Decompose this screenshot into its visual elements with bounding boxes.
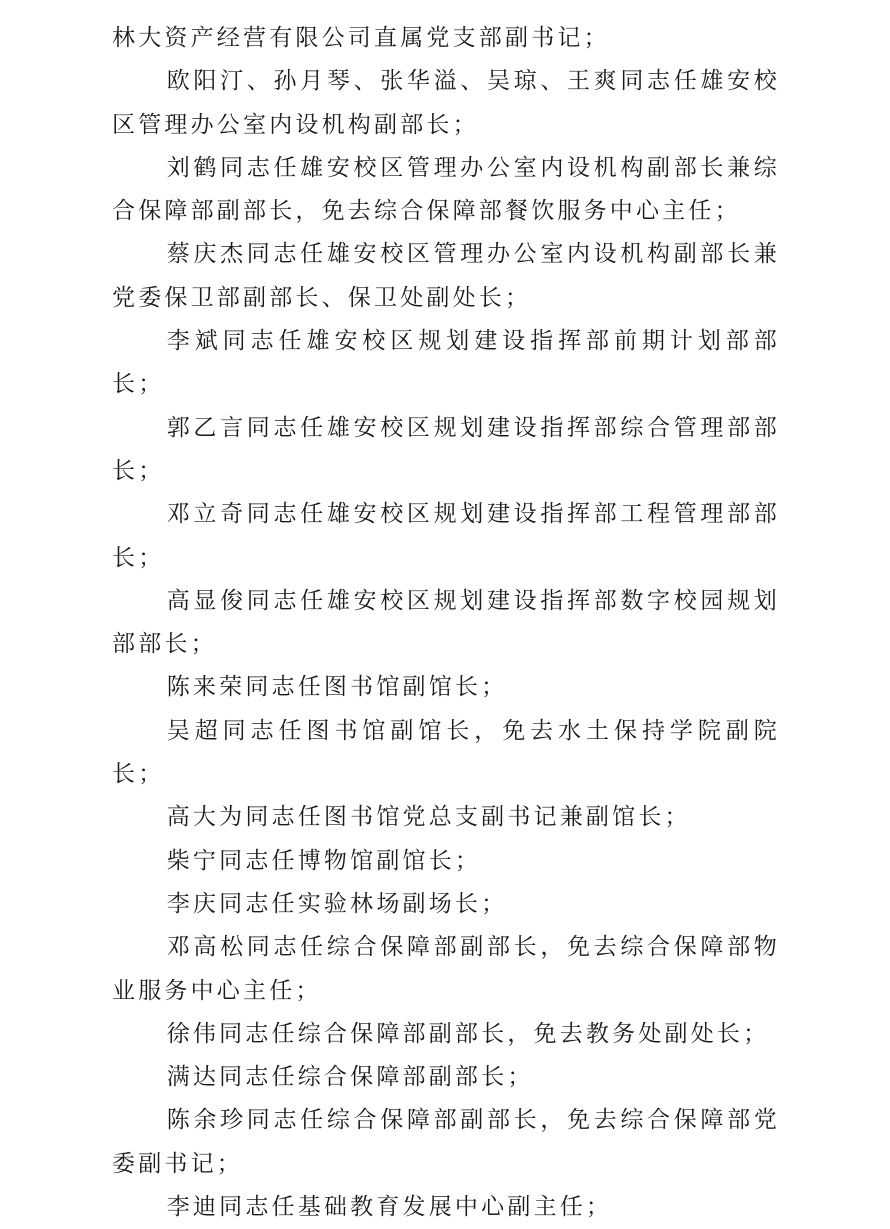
paragraph-appointment: 柴宁同志任博物馆副馆长； xyxy=(166,847,482,874)
paragraph-appointment: 刘鹤同志任雄安校区管理办公室内设机构副部长兼综合保障部副部长，免去综合保障部餐饮服务中心主任； xyxy=(112,154,780,225)
paragraph-appointment: 吴超同志任图书馆副馆长，免去水土保持学院副院长； xyxy=(112,717,780,788)
paragraph-appointment: 陈余珍同志任综合保障部副部长，免去综合保障部党委副书记； xyxy=(112,1107,780,1177)
paragraph-appointment: 满达同志任综合保障部副部长； xyxy=(166,1064,534,1091)
document-body xyxy=(112,17,780,1229)
paragraph-appointment: 徐伟同志任综合保障部副部长，免去教务处副处长； xyxy=(166,1020,770,1047)
paragraph-appointment: 邓高松同志任综合保障部副部长，免去综合保障部物业服务中心主任； xyxy=(112,934,780,1004)
paragraph-appointment: 李斌同志任雄安校区规划建设指挥部前期计划部部长； xyxy=(112,328,780,398)
paragraph-appointment: 郭乙言同志任雄安校区规划建设指挥部综合管理部部长； xyxy=(112,414,780,484)
paragraph-appointment: 陈来荣同志任图书馆副馆长； xyxy=(166,674,508,701)
paragraph-appointment: 高大为同志任图书馆党总支副书记兼副馆长； xyxy=(166,804,691,831)
paragraph-appointment: 欧阳汀、孙月琴、张华溢、吴琼、王爽同志任雄安校区管理办公室内设机构副部长； xyxy=(112,68,780,138)
paragraph-continuation: 林大资产经营有限公司直属党支部副书记； xyxy=(112,25,610,51)
paragraph-appointment: 高显俊同志任雄安校区规划建设指挥部数字校园规划部部长； xyxy=(112,587,780,658)
paragraph-appointment: 蔡庆杰同志任雄安校区管理办公室内设机构副部长兼党委保卫部副部长、保卫处副处长； xyxy=(112,241,780,311)
paragraph-appointment: 李庆同志任实验林场副场长； xyxy=(166,890,508,917)
paragraph-appointment: 邓立奇同志任雄安校区规划建设指挥部工程管理部部长； xyxy=(112,501,780,571)
paragraph-appointment: 李迪同志任基础教育发展中心副主任； xyxy=(166,1194,613,1221)
